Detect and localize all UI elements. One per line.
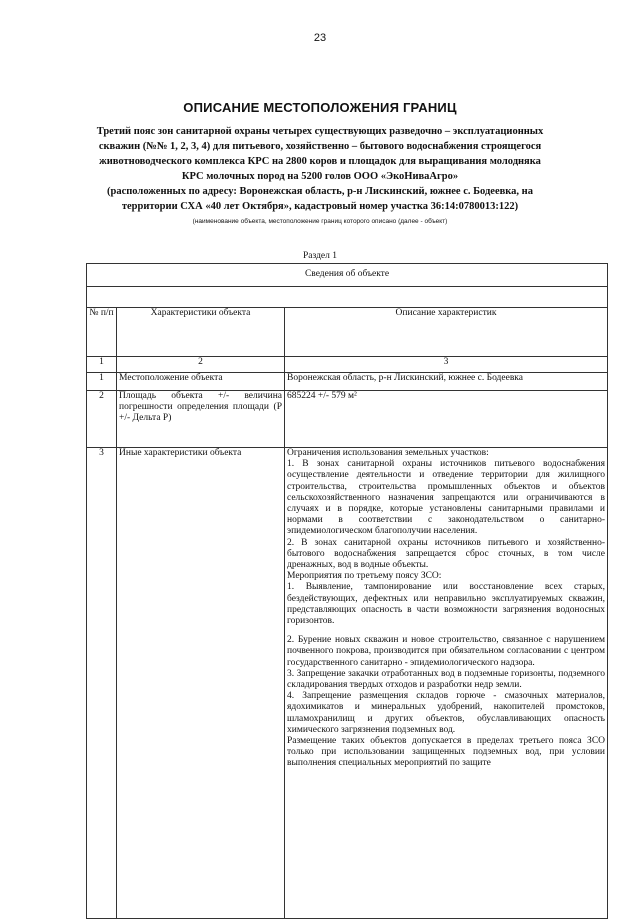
intro-line: Третий пояс зон санитарной охраны четырех существующих разведочно – эксплуатационных [96, 126, 544, 137]
object-note: (наименование объекта, местоположение границ которого описано (далее - объект) [192, 218, 448, 225]
measure-item: 4. Запрещение размещения складов горюче - смазочных материалов, ядохимикатов и минеральных удобрений, накопителей промстоков, шламохранилищ и других объектов, обуславливающих опасность химического загрязнения подземных вод. [287, 691, 606, 735]
row-description: 685224 +/- 579 м² [285, 391, 608, 448]
header-characteristic: Характеристики объекта [117, 308, 285, 357]
table-row [87, 373, 608, 391]
header-num: № п/п [87, 308, 117, 357]
paragraph-gap [287, 627, 605, 635]
measure-item: 3. Запрещение закачки отработанных вод в подземные горизонты, подземного складирования твердых отходов и разработки недр земли. [287, 668, 606, 691]
table-row [87, 391, 608, 448]
row-characteristic: Иные характеристики объекта [117, 448, 285, 919]
document-heading: ОПИСАНИЕ МЕСТОПОЛОЖЕНИЯ ГРАНИЦ [183, 100, 457, 115]
row-description [285, 448, 608, 919]
section-label: Раздел 1 [303, 251, 337, 261]
object-description [70, 124, 570, 214]
section-title-row [87, 264, 608, 287]
header-description: Описание характеристик [285, 308, 608, 357]
index-cell: 2 [117, 357, 285, 373]
object-info-table [86, 263, 608, 919]
restrictions-heading: Ограничения использования земельных участков: [287, 448, 489, 458]
table-row [87, 448, 608, 919]
row-num: 2 [87, 391, 117, 448]
intro-line: территории СХА «40 лет Октября», кадастровый номер участка 36:14:0780013:122) [121, 201, 519, 212]
page-number: 23 [313, 32, 327, 44]
row-num: 3 [87, 448, 117, 919]
column-index-row [87, 357, 608, 373]
measure-item: Размещение таких объектов допускается в пределах третьего пояса ЗСО только при использовании защищенных подземных вод, при условии выполнения специальных мероприятий по защите [287, 736, 606, 769]
section-title: Сведения об объекте [87, 264, 608, 287]
index-cell: 1 [87, 357, 117, 373]
intro-line: КРС молочных пород на 5200 голов ООО «ЭкоНиваАгро» [181, 171, 459, 182]
measures-heading: Мероприятия по третьему поясу ЗСО: [287, 571, 442, 582]
measure-item: 2. Бурение новых скважин и новое строительство, связанное с нарушением почвенного покрова, производится при обязательном согласовании с центром государственного санитарно - эпидемиологического надзора. [287, 635, 606, 668]
row-characteristic: Местоположение объекта [117, 373, 285, 391]
blank-cell [87, 287, 608, 308]
restriction-item: 2. В зонах санитарной охраны источников питьевого и хозяйственно-бытового водоснабжения запрещается сброс сточных, в том числе дренажных, вод в водные объекты. [287, 537, 606, 571]
intro-line: животноводческого комплекса КРС на 2800 коров и площадок для выращивания молодняка [99, 156, 541, 167]
row-characteristic: Площадь объекта +/- величина погрешности определения площади (Р +/- Дельта Р) [117, 391, 285, 448]
table-header-row [87, 308, 608, 357]
blank-row [87, 287, 608, 308]
measure-item: 1. Выявление, тампонирование или восстановление всех старых, бездействующих, дефектных или неправильно эксплуатируемых скважин, представляющих опасность в части возможности загрязнения водоносных горизонтов. [287, 582, 606, 627]
intro-line: скважин (№№ 1, 2, 3, 4) для питьевого, хозяйственно – бытового водоснабжения строящегося [98, 141, 542, 152]
row-description: Воронежская область, р-н Лискинский, южнее с. Бодеевка [285, 373, 608, 391]
index-cell: 3 [285, 357, 608, 373]
row-num: 1 [87, 373, 117, 391]
intro-line: (расположенных по адресу: Воронежская область, р-н Лискинский, южнее с. Бодеевка, на [107, 186, 533, 197]
restriction-item: 1. В зонах санитарной охраны источников питьевого водоснабжения осуществление деятельности и отведение территории для жилищного строительства, строительства промышленных объектов и объектов сельскохозяйственного назначения запрещаются или ограничиваются в случаях и в порядке, которые установлены санитарными правилами и нормами в соответствии с законодательством о санитарно-эпидемиологическом благополучии населения. [287, 459, 606, 537]
